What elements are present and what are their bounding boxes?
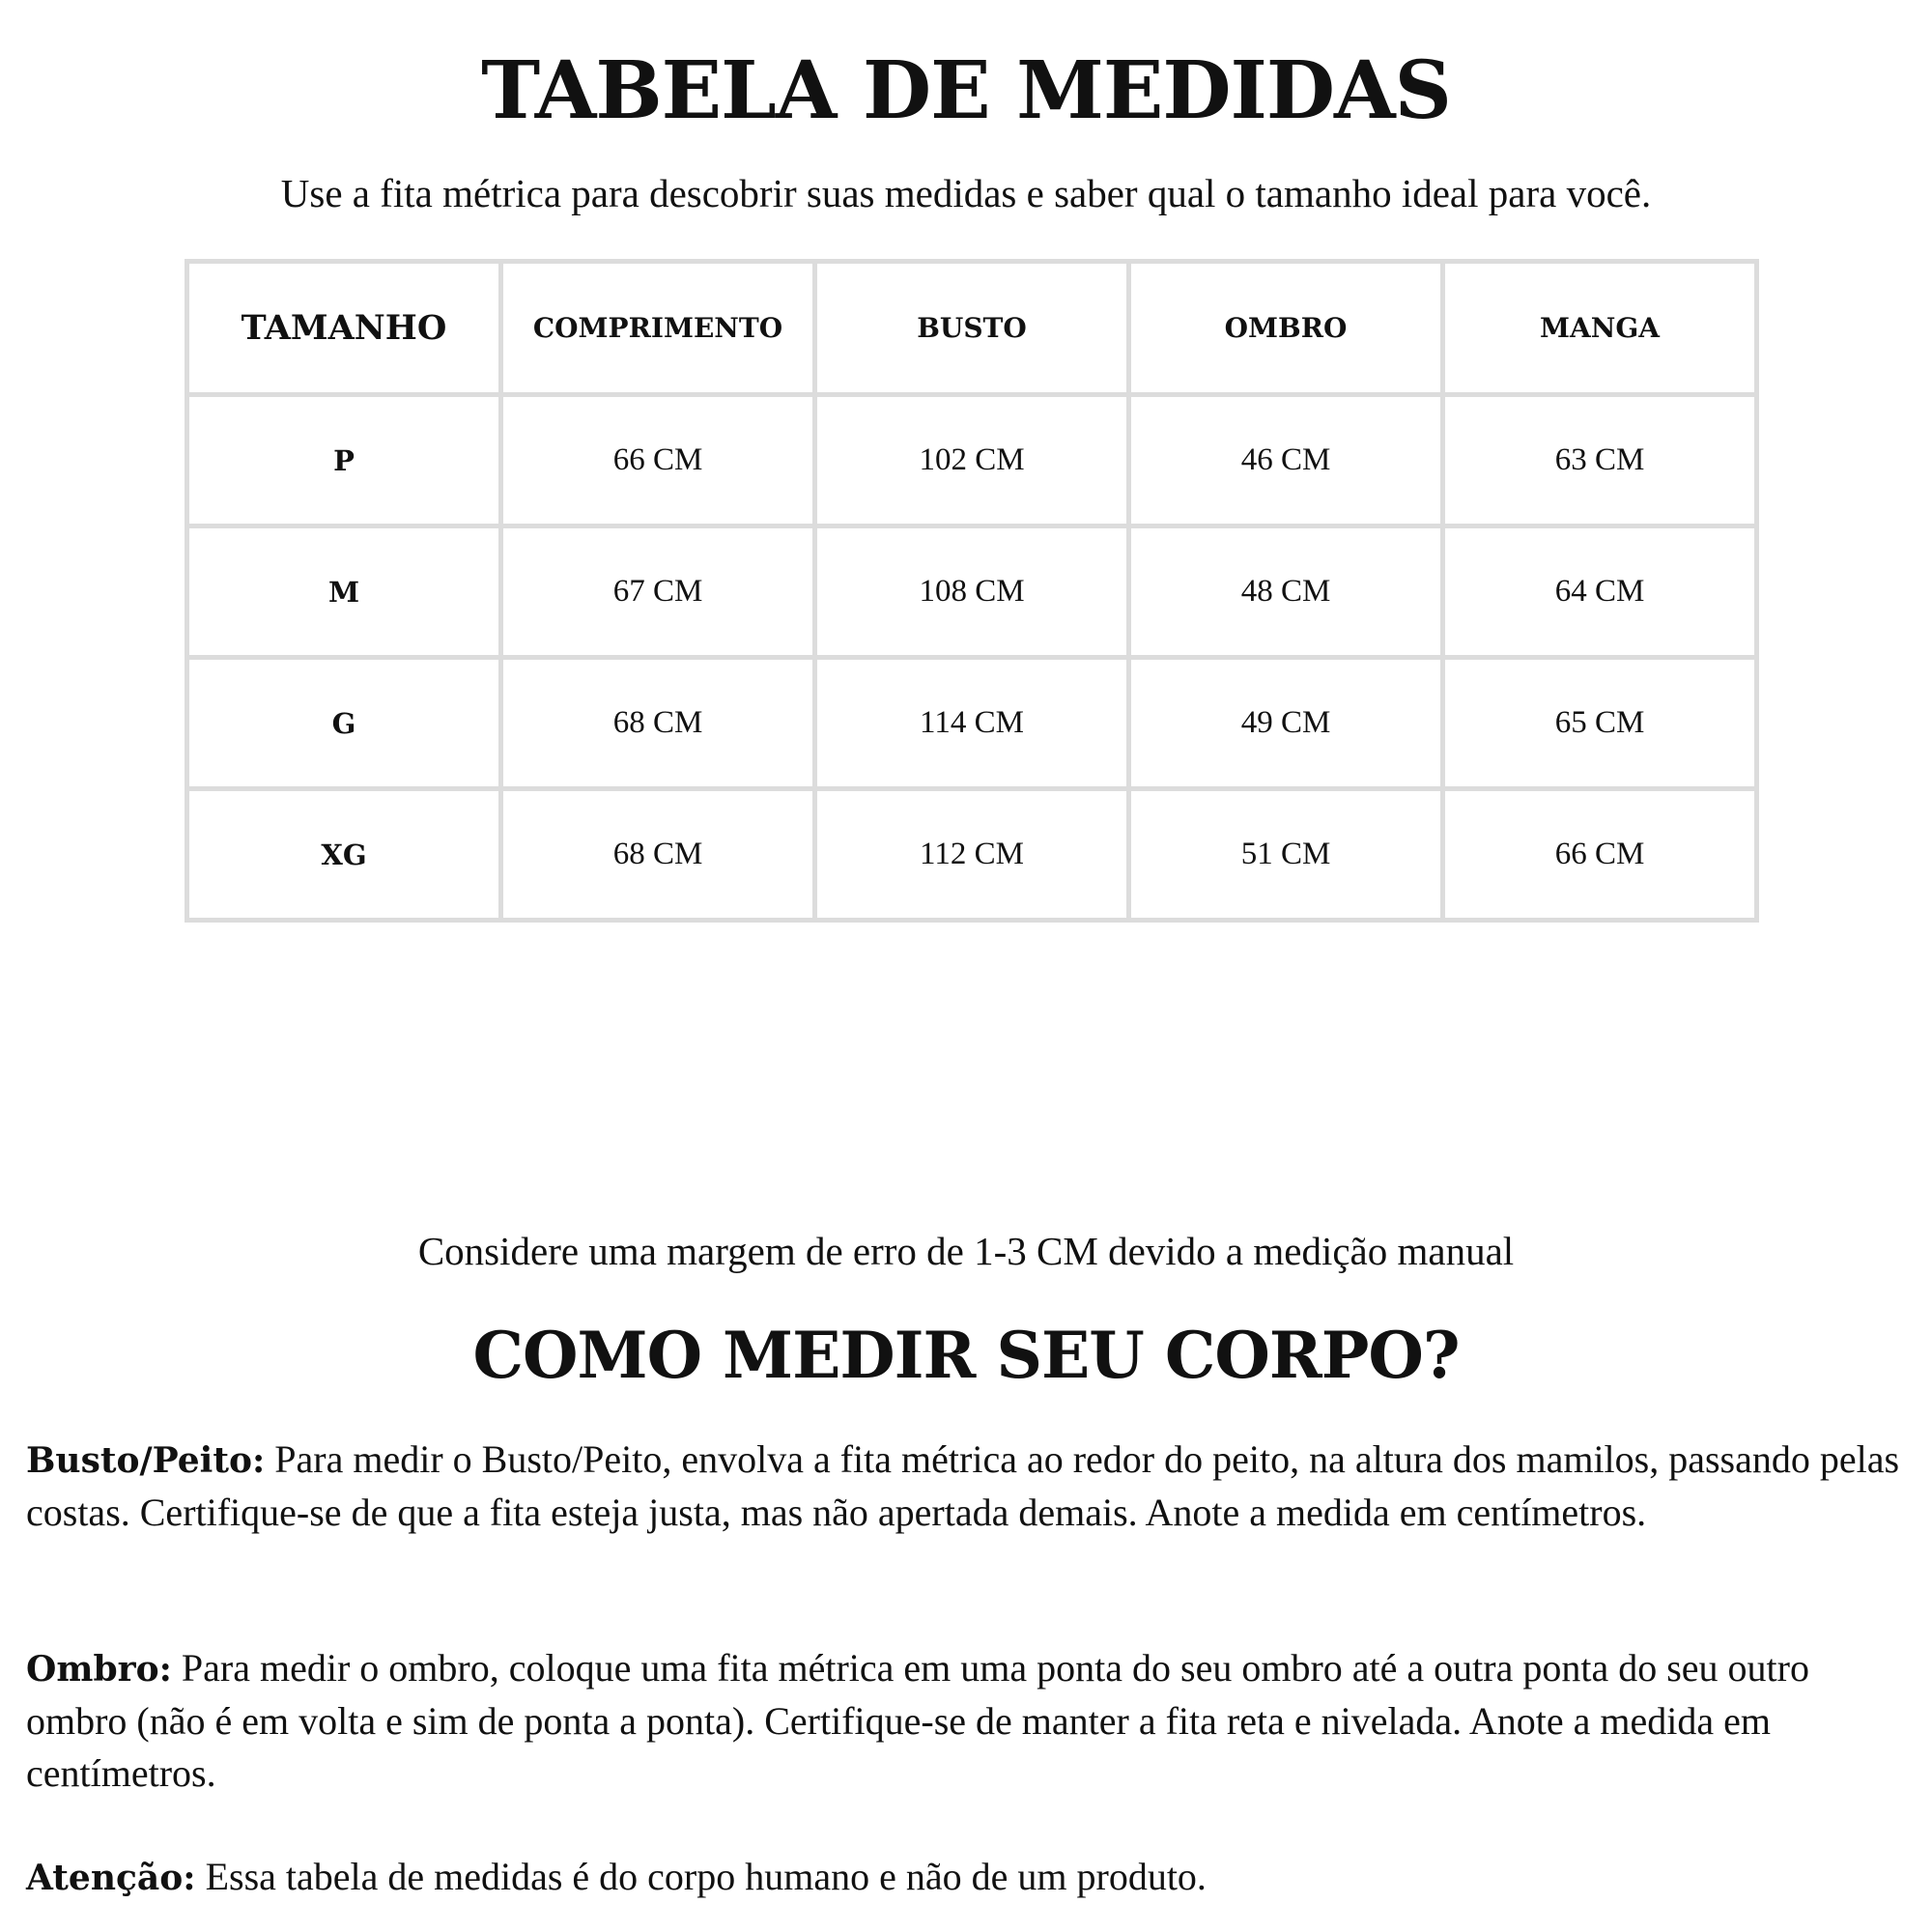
table-cell: 64 CM — [1443, 526, 1757, 658]
instruction-bust — [26, 1434, 1910, 1539]
table-cell: 67 CM — [501, 526, 815, 658]
table-row — [187, 395, 1757, 526]
size-cell: XG — [187, 789, 501, 921]
attention-note — [26, 1851, 1910, 1904]
page-title: TABELA DE MEDIDAS — [481, 44, 1451, 137]
instruction-label: Atenção: — [26, 1858, 196, 1898]
how-to-measure-title: COMO MEDIR SEU CORPO? — [472, 1318, 1460, 1393]
table-cell: 48 CM — [1129, 526, 1443, 658]
column-header-ombro: OMBRO — [1129, 262, 1443, 395]
table-row — [187, 526, 1757, 658]
size-cell: G — [187, 658, 501, 789]
table-cell: 102 CM — [815, 395, 1129, 526]
table-row — [187, 789, 1757, 921]
table-cell: 114 CM — [815, 658, 1129, 789]
table-cell: 51 CM — [1129, 789, 1443, 921]
table-cell: 108 CM — [815, 526, 1129, 658]
page-subtitle: Use a fita métrica para descobrir suas medidas e saber qual o tamanho ideal para você. — [280, 171, 1652, 215]
table-cell: 66 CM — [1443, 789, 1757, 921]
table-cell: 46 CM — [1129, 395, 1443, 526]
instruction-text: Para medir o Busto/Peito, envolva a fita métrica ao redor do peito, na altura dos mamilos, passando pelas costas. Certifique-se de que a fita esteja justa, mas não apertada demais. Anote a medida em centímetros. — [26, 1437, 1900, 1534]
table-cell: 49 CM — [1129, 658, 1443, 789]
column-header-comprimento: COMPRIMENTO — [501, 262, 815, 395]
instruction-label: Ombro: — [26, 1649, 172, 1690]
size-table — [185, 259, 1759, 923]
size-cell: P — [187, 395, 501, 526]
table-row — [187, 658, 1757, 789]
table-cell: 68 CM — [501, 658, 815, 789]
table-header-row — [187, 262, 1757, 395]
size-cell: M — [187, 526, 501, 658]
instruction-label: Busto/Peito: — [26, 1440, 266, 1481]
table-cell: 65 CM — [1443, 658, 1757, 789]
instruction-text: Essa tabela de medidas é do corpo humano e não de um produto. — [195, 1855, 1207, 1898]
table-cell: 66 CM — [501, 395, 815, 526]
table-cell: 112 CM — [815, 789, 1129, 921]
column-header-manga: MANGA — [1443, 262, 1757, 395]
table-cell: 68 CM — [501, 789, 815, 921]
column-header-tamanho: TAMANHO — [187, 262, 501, 395]
margin-of-error-note: Considere uma margem de erro de 1-3 CM devido a medição manual — [417, 1229, 1515, 1273]
instruction-shoulder — [26, 1642, 1910, 1800]
table-cell: 63 CM — [1443, 395, 1757, 526]
column-header-busto: BUSTO — [815, 262, 1129, 395]
instruction-text: Para medir o ombro, coloque uma fita métrica em uma ponta do seu ombro até a outra ponta do seu outro ombro (não é em volta e sim de ponta a ponta). Certifique-se de manter a fita reta e nivelada. Anote a medida em centímetros. — [26, 1646, 1809, 1795]
